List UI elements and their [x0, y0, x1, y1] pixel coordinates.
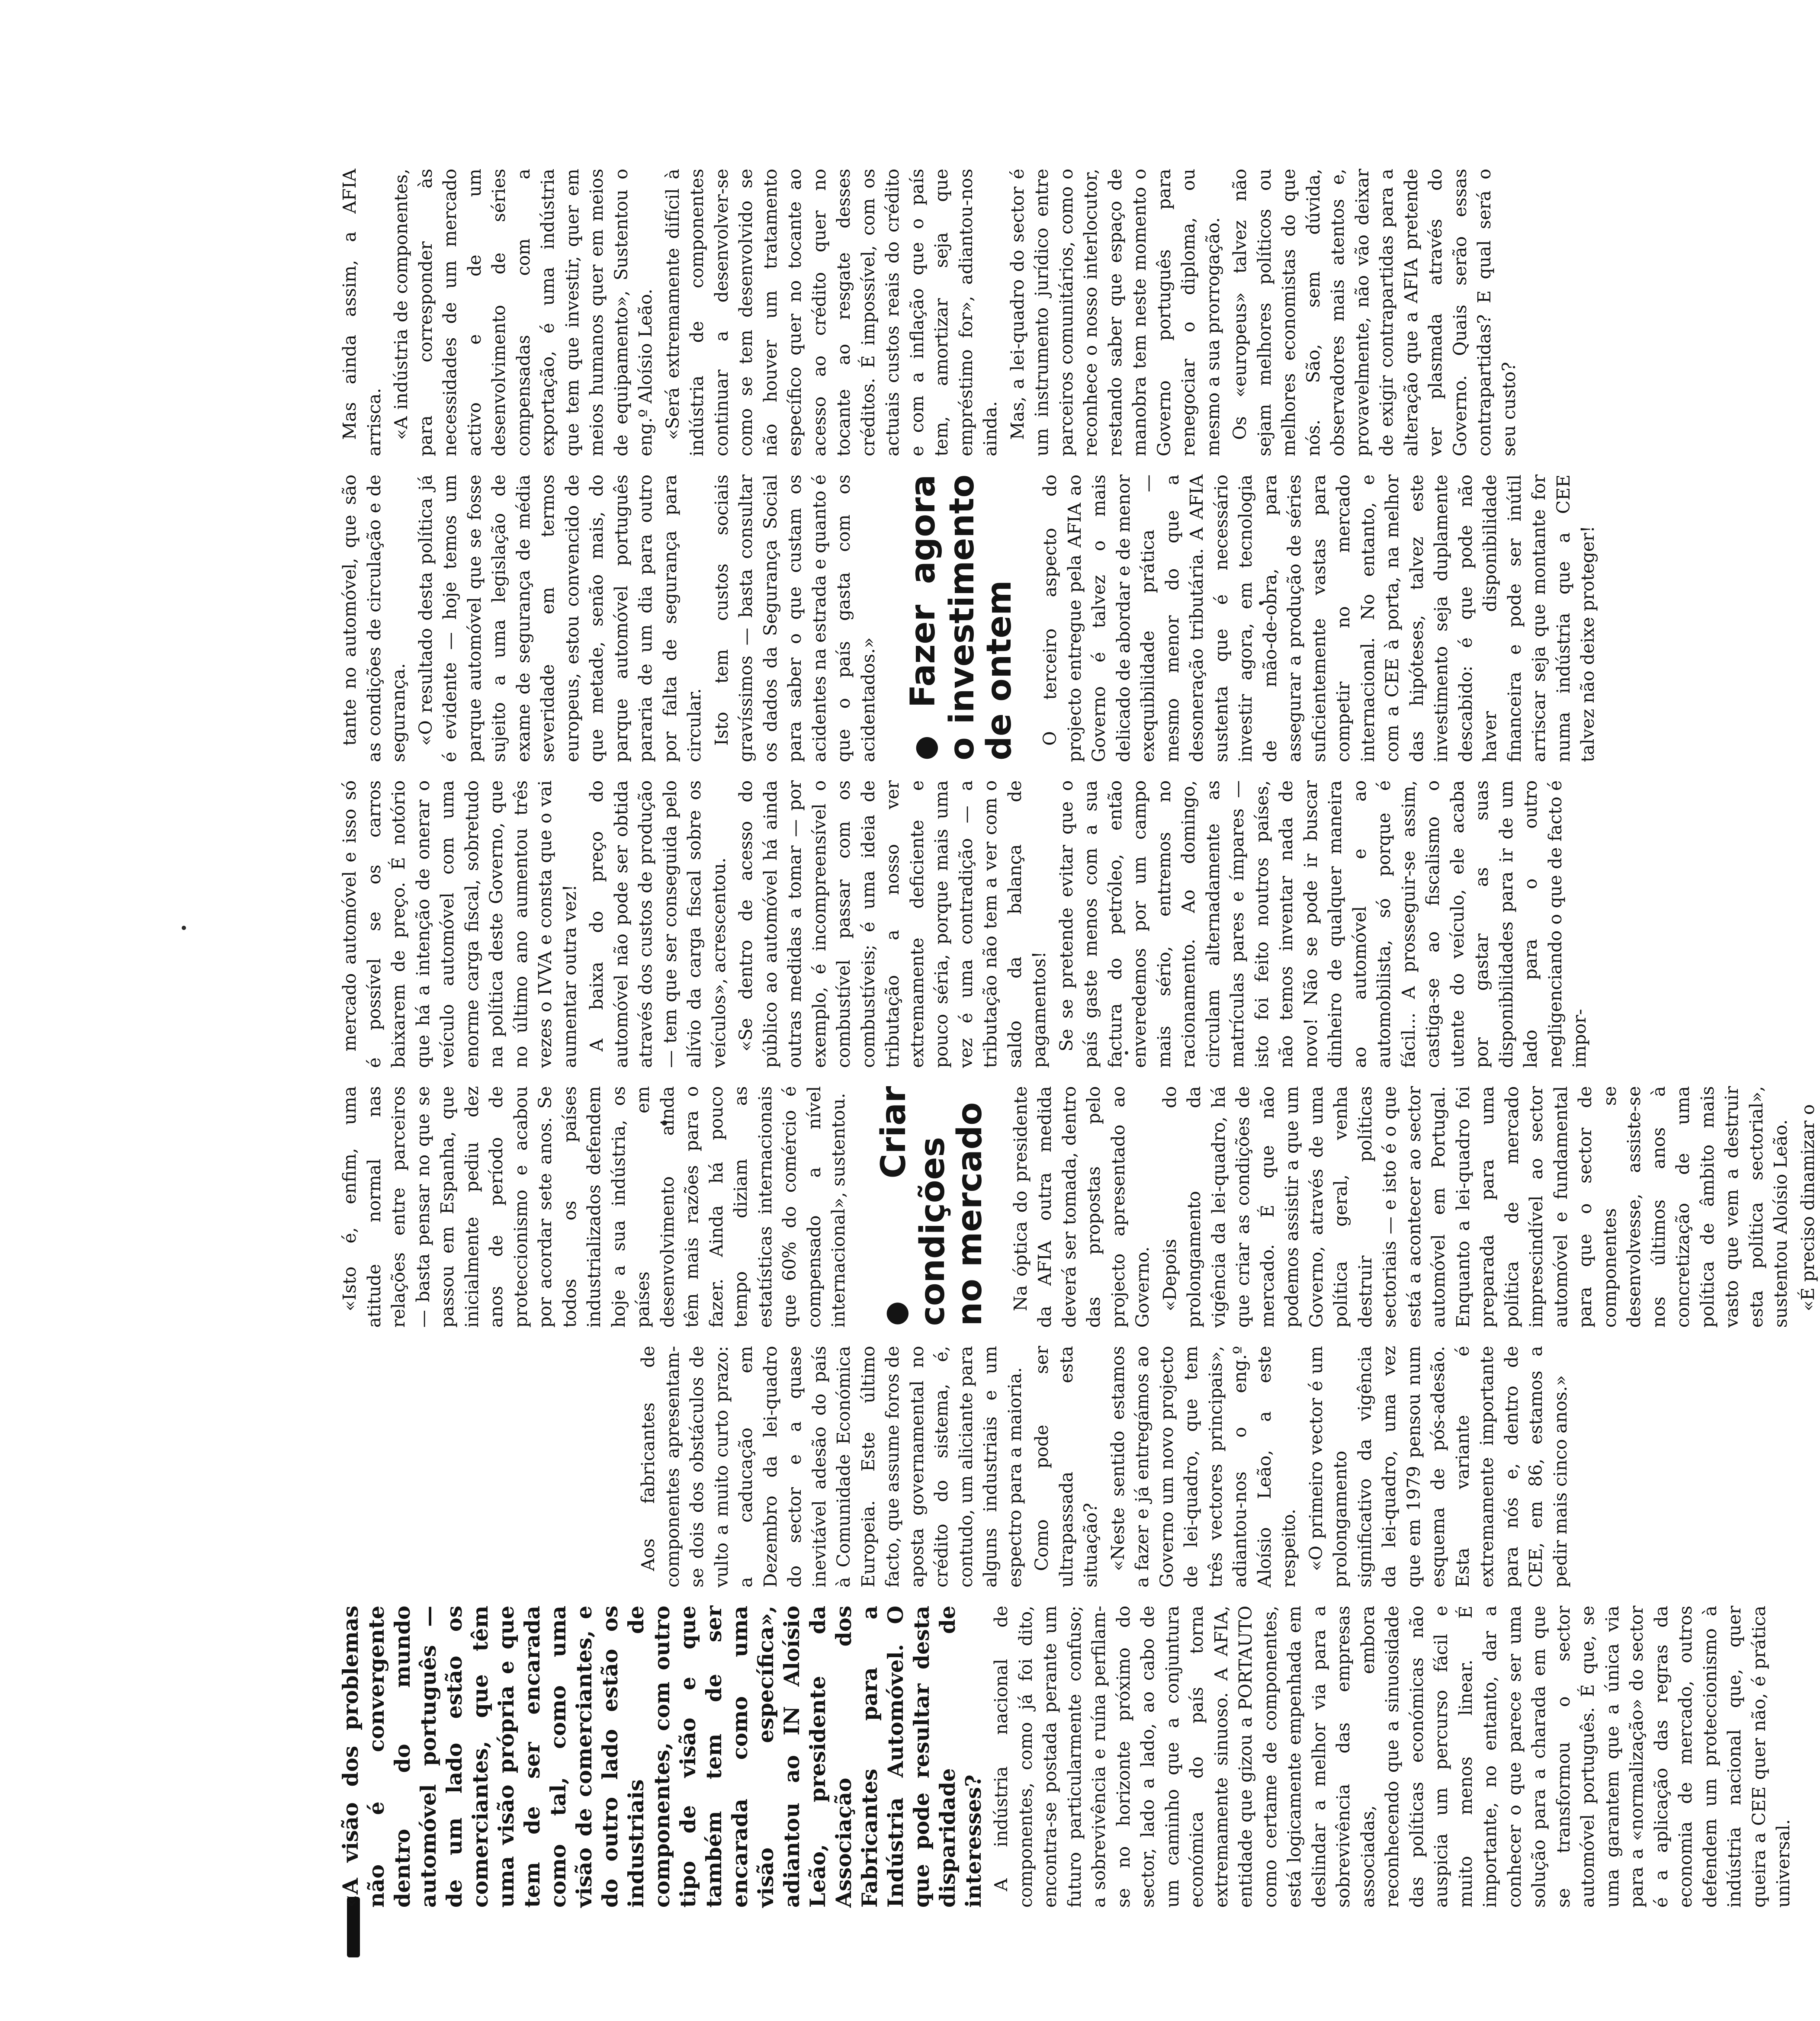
rotated-newspaper-page: [337, 169, 1818, 1908]
column-4: [337, 780, 1590, 1068]
column-5: [337, 474, 1598, 762]
column-6: [337, 169, 1519, 456]
paragraph: «Será extremamente difícil à indústria de componentes continuar a desenvolver-se como se tem desenvolvido se não houver um tratamento específico quer no tocante ao acesso ao crédito quer no tocante ao resgate desses créditos. É impossível, com os actuais custos reais do crédito e com a inflação que o país tem, amortizar seja que empréstimo for», adiantou-nos ainda.: [662, 169, 1001, 456]
column-3: [337, 1086, 1818, 1328]
paragraph: «O primeiro vector é um prolongamento significativo da vigência da lei-quadro, uma vez que em 1979 pensou num esquema de pós-adesão. Esta variante é extremamente importante para nós e, dentro de CEE, em 86, estamos a pedir mais cinco anos.»: [1305, 1346, 1571, 1588]
paragraph: Mas ainda assim, a AFIA arrisca.: [339, 169, 385, 456]
paragraph: «Depois do prolongamento da vigência da lei-quadro, há que criar as condições de mercado. É que não podemos assistir a que um Governo, através de uma política geral, venha destruir políticas sectoriais — e isto é o que está a acontecer ao sector automóvel em Portugal. Enquanto a lei-quadro foi preparada para uma política de mercado imprescindível ao sector automóvel e fundamental para que o sector de componentes se desenvolvesse, assiste-se nos últimos anos à concretização de uma política de âmbito mais vasto que vem a destruir esta política sectorial», sustentou Aloísio Leão.: [1159, 1086, 1791, 1328]
paragraph: Na óptica do presidente da AFIA outra medida deverá ser tomada, dentro das propostas pelo projecto apresentado ao Governo.: [1010, 1086, 1153, 1328]
paragraph: «É preciso dinamizar o: [1797, 1104, 1818, 1312]
paragraph: «Isto é, enfim, uma atitude normal nas relações entre parceiros — basta pensar no que se passou em Espanha, que inicialmente pediu dez anos de período de proteccionismo e acabou por acordar sete anos. Se todos os países industrializados defendem hoje a sua indústria, os países em desenvolvimento ainda têm mais razões para o fazer. Ainda há pouco tempo diziam as estatísticas internacionais que 60% do comércio é compensado a nível internacional», sustentou.: [339, 1086, 849, 1328]
bullet-icon: ●: [908, 708, 941, 760]
paragraph: mercado automóvel e isso só é possível se os carros baixarem de preço. É notório que há a intenção de onerar o veículo automóvel com uma enorme carga fiscal, sobretudo na política deste Governo, que no último ano aumentou três vezes o IVVA e consta que o vai aumentar outra vez!: [339, 780, 580, 1068]
paragraph: A baixa do preço do automóvel não pode ser obtida através dos custos de produção — tem que ser conseguida pelo alívio da carga fiscal sobre os veículos», acrescentou.: [586, 780, 729, 1068]
subheading-fazer-agora: [905, 475, 1018, 762]
paragraph: Aos fabricantes de componentes apresentam-se dois dos obstáculos de vulto a muito curto prazo: a caducação em Dezembro da lei-quadro do sector e a quase inevitável adesão do país à Comunidade Económica Europeia. Este último facto, que assume foros de aposta governamental no crédito do sistema, é, contudo, um aliciante para alguns industriais e um espectro para a maioria.: [638, 1346, 1025, 1588]
paragraph: Os «europeus» talvez não sejam melhores políticos ou melhores economistas do que nós. São, sem dúvida, observadores mais atentos e, provavelmente, não vão deixar de exigir contrapartidas para a alteração que a AFIA pretende ver plasmada através do Governo. Quais serão essas contrapartidas? E qual será o seu custo?: [1229, 169, 1519, 456]
subheading-text: Criar condições no mercado: [874, 1086, 989, 1326]
paragraph: Como pode ser ultrapassada esta situação?: [1031, 1346, 1101, 1588]
article-intro: «A visão dos problemas não é convergente dentro do mundo automóvel português — de um lado estão os comerciantes, que têm uma visão própria e que tem de ser encarada como tal, como uma visão de comerciantes, e do outro lado estão os industriais de componentes, com outro tipo de visão e que também tem de ser encarada como uma visão específica», adiantou ao IN Aloísio Leão, presidente da Associação dos Fabricantes para a Indústria Automóvel. O que pode resultar desta disparidade de interesses?: [338, 1605, 986, 1908]
paragraph: tante no automóvel, que são as condições de circulação e de segurança.: [339, 474, 409, 762]
paragraph: «O resultado desta política já é evidente — hoje temos um parque automóvel que se fosse sujeito a uma legislação de exame de segurança de média severidade em termos europeus, estou convencido de que metade, senão mais, do parque automóvel português pararia de um dia para outro por falta de segurança para circular.: [415, 474, 705, 762]
subheading-criar-condicoes: [875, 1086, 989, 1328]
paragraph: Isto tem custos sociais gravíssimos — basta consultar os dados da Segurança Social para saber o que custam os acidentes na estrada e quanto é que o país gasta com os acidentados.»: [711, 474, 879, 762]
paragraph: «Se dentro de acesso do público ao automóvel há ainda outras medidas a tomar — por exemplo, é incompreensível o combustível passar com os combustíveis; é uma ideia de tributação a nosso ver extremamente deficiente e pouco séria, porque mais uma vez é uma contradição — a tributação não tem a ver com o saldo da balança de pagamentos!: [735, 780, 1050, 1068]
column-2: [337, 1346, 1571, 1588]
column-1: [337, 1605, 1794, 1908]
scan-speck: [182, 926, 186, 930]
paragraph: «A indústria de componentes, para corresponder às necessidades de um mercado activo e de um desenvolvimento de séries compensadas com a exportação, é uma indústria que tem que investir, quer em meios humanos quer em meios de equipamento», Sustentou o eng.º Aloísio Leão.: [391, 169, 656, 456]
paragraph: O terceiro aspecto do projecto entregue pela AFIA ao Governo é talvez o mais delicado de abordar e de menor exequibilidade prática — mesmo menor do que a desoneração tributária. A AFIA sustenta que é necessário investir agora, em tecnologia de mão-de-obra, para assegurar a produção de séries suficientemente vastas para competir no mercado internacional. No entanto, e com a CEE à porta, na melhor das hipóteses, talvez este investimento seja duplamente descabido: é que pode não haver disponibilidade financeira e pode ser inútil arriscar seja que montante for numa indústria que a CEE talvez não deixe proteger!: [1040, 474, 1598, 762]
bullet-icon: ●: [878, 1178, 912, 1326]
subheading-text: Fazer agora o investimento de ontem: [904, 474, 1019, 760]
paragraph: Mas, a lei-quadro do sector é um instrumento jurídico entre parceiros comunitários, como o reconhece o nosso interlocutor, restando saber que espaço de manobra tem neste momento o Governo português para renegociar o diploma, ou mesmo a sua prorrogação.: [1007, 169, 1223, 456]
paragraph: «Neste sentido estamos a fazer e já entregámos ao Governo um novo projecto de lei-quadro, que tem três vectores principais», adiantou-nos o eng.º Aloísio Leão, a este respeito.: [1107, 1346, 1299, 1588]
paragraph: Se se pretende evitar que o país gaste menos com a sua factura do petróleo, então enveredemos por um campo mais sério, entremos no racionamento. Ao domingo, circulam alternadamente as matrículas pares e ímpares — isto foi feito noutros países, não temos inventar nada de novo! Não se pode ir buscar dinheiro de qualquer maneira ao automóvel e ao automobilista, só porque é fácil... A prosseguir-se assim, castiga-se ao fiscalismo o utente do veículo, ele acaba por gastar as suas disponibilidades para ir de um lado para o outro negligenciando o que de facto é impor-: [1056, 780, 1590, 1068]
paragraph: A indústria nacional de componentes, como já foi dito, encontra-se postada perante um futuro particularmente confuso; a sobrevivência e ruína perfilam-se no horizonte próximo do sector, lado a lado, ao cabo de um caminho que a conjuntura económica do país torna extremamente sinuoso. A AFIA, entidade que gizou a PORTAUTO como certame de componentes, está logicamente empenhada em deslindar a melhor via para a sobrevivência das empresas associadas, embora reconhecendo que a sinuosidade das políticas económicas não auspicia um percurso fácil e muito menos linear. É importante, no entanto, dar a conhecer o que parece ser uma solução para a charada em que se transformou o sector automóvel português. É que, se uma garantem que a única via para a «normalização» do sector é a aplicação das regras da economia de mercado, outros defendem um proteccionismo à indústria nacional que, quer queira a CEE quer não, é prática universal.: [991, 1605, 1794, 1908]
